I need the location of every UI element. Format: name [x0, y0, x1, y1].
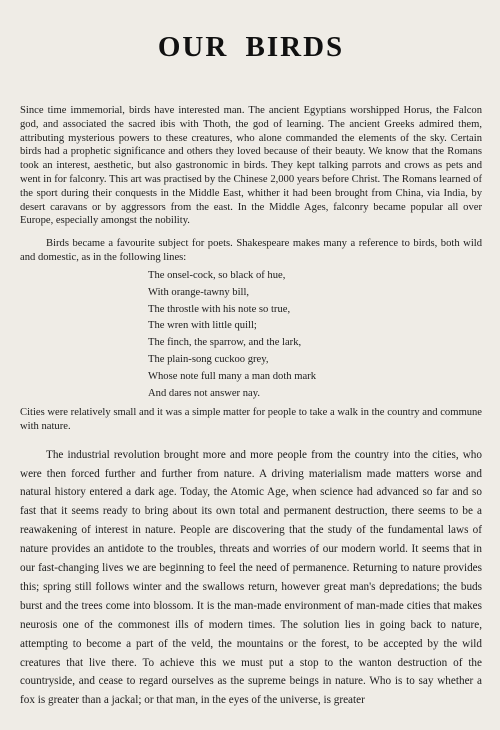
page-title: OUR BIRDS	[157, 31, 345, 63]
paragraph-history: Since time immemorial, birds have interested man. The ancient Egyptians worshipped Horus, the Falcon god, and associated the sacred ibis with Thoth, the god of learning. The ancient Greeks admired them, attributing mysterious powers to these creatures, who alone commanded the elements of the sky. Certain birds had a prophetic significance and others they loved because of their beauty. We know that the Romans took an interest, aesthetic, but also gastronomic in birds. They kept talking parrots and crows as pets and went in for falconry. This art was practised by the Chinese 2,000 years before Christ. The Romans learned of the sport during their conquests in the Middle East, whither it had been brought from China, via India, by desert caravans or by aggressors from the east. In the Middle Ages, falconry became popular all over Europe, especially amongst the nobility.	[20, 105, 482, 227]
shakespeare-poem	[148, 268, 482, 403]
poem-line: The onsel-cock, so black of hue,	[148, 269, 286, 281]
paragraph-cities: Cities were relatively small and it was a simple matter for people to take a walk in the country and commune with nature.	[20, 407, 482, 432]
poem-line: The throstle with his note so true,	[148, 303, 291, 315]
poem-line: And dares not answer nay.	[148, 388, 260, 400]
poem-line: Whose note full many a man doth mark	[148, 371, 316, 383]
paragraph-industrial-revolution: The industrial revolution brought more and more people from the country into the cities, who were then forced further and further from nature. A driving materialism made matters worse and natural history entered a dark age. Today, the Atomic Age, when science had advanced so far and so fast that it seems ready to bring about its own total and permanent destruction, there seems to be a reawakening of interest in nature. People are discovering that the study of the fundamental laws of nature provides an antidote to the troubles, threats and worries of our modern world. It seems that in our fast-changing lives we are beginning to feel the need of permanence. Returning to nature provides this; spring still follows winter and the swallows return, however great man's depredations; the buds burst and the trees come into blossom. It is the man-made environment of man-made cities that makes neurosis one of the commonest ills of modern times. The solution lies in going back to nature, attempting to become a part of the veld, the mountains or the forest, to be accepted by the wild creatures that live there. To achieve this we must put a stop to the wanton destruction of the countryside, and cease to regard ourselves as the supreme beings in nature. Who is to say whether a fox is greater than a jackal; or that man, in the eyes of the universe, is greater	[20, 448, 482, 707]
poem-line: The finch, the sparrow, and the lark,	[148, 337, 302, 349]
poem-line: The wren with little quill;	[148, 320, 257, 332]
poem-line: With orange-tawny bill,	[148, 286, 250, 298]
poem-line: The plain-song cuckoo grey,	[148, 354, 269, 366]
paragraph-poets: Birds became a favourite subject for poets. Shakespeare makes many a reference to birds, both wild and domestic, as in the following lines:	[20, 238, 482, 263]
